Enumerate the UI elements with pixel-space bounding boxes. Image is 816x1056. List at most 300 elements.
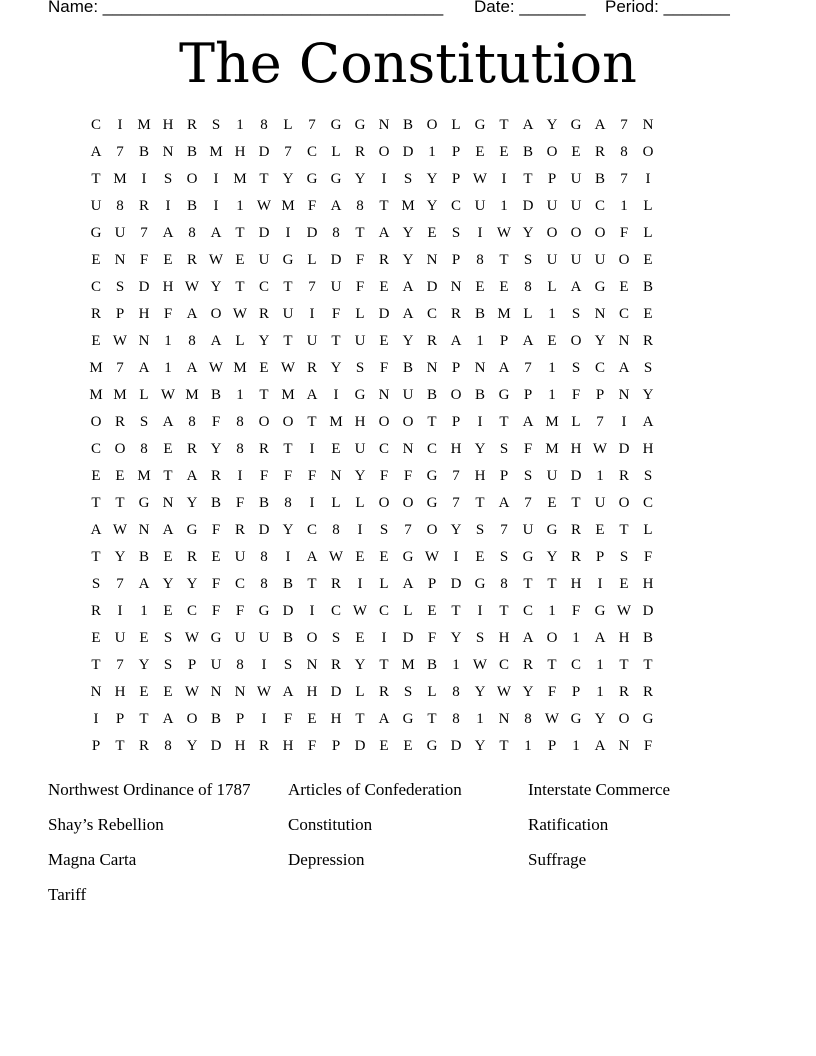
grid-letter[interactable]: M xyxy=(113,387,127,403)
grid-letter[interactable]: R xyxy=(378,684,389,700)
grid-letter[interactable]: R xyxy=(258,441,269,457)
grid-letter[interactable]: W xyxy=(472,657,488,673)
grid-letter[interactable]: D xyxy=(282,603,294,619)
grid-letter[interactable]: F xyxy=(379,360,389,376)
grid-letter[interactable]: H xyxy=(162,117,174,133)
grid-letter[interactable]: L xyxy=(451,117,461,133)
grid-letter[interactable]: T xyxy=(499,117,509,133)
grid-letter[interactable]: C xyxy=(90,279,101,295)
grid-letter[interactable]: A xyxy=(378,225,390,241)
grid-letter[interactable]: L xyxy=(643,522,653,538)
grid-letter[interactable]: A xyxy=(306,387,318,403)
grid-letter[interactable]: F xyxy=(523,441,533,457)
grid-letter[interactable]: E xyxy=(499,144,509,160)
grid-letter[interactable]: T xyxy=(355,225,365,241)
grid-letter[interactable]: B xyxy=(426,387,437,403)
grid-letter[interactable]: N xyxy=(642,117,654,133)
grid-letter[interactable]: H xyxy=(570,441,582,457)
grid-letter[interactable]: O xyxy=(378,414,390,430)
grid-letter[interactable]: Y xyxy=(162,576,174,592)
grid-letter[interactable]: T xyxy=(283,279,293,295)
grid-letter[interactable]: A xyxy=(522,414,534,430)
grid-letter[interactable]: G xyxy=(474,117,486,133)
grid-letter[interactable]: 8 xyxy=(524,711,532,727)
grid-letter[interactable]: S xyxy=(475,522,485,538)
grid-letter[interactable]: F xyxy=(643,549,653,565)
grid-letter[interactable]: P xyxy=(547,738,557,754)
grid-letter[interactable]: U xyxy=(546,468,558,484)
grid-letter[interactable]: F xyxy=(355,252,365,268)
grid-letter[interactable]: F xyxy=(283,468,293,484)
grid-letter[interactable]: E xyxy=(355,630,365,646)
grid-letter[interactable]: F xyxy=(259,468,269,484)
grid-letter[interactable]: N xyxy=(474,360,486,376)
grid-letter[interactable]: I xyxy=(477,225,483,241)
grid-letter[interactable]: E xyxy=(331,441,341,457)
grid-letter[interactable]: H xyxy=(450,441,462,457)
grid-letter[interactable]: C xyxy=(498,657,509,673)
grid-letter[interactable]: W xyxy=(328,549,344,565)
grid-letter[interactable]: U xyxy=(546,198,558,214)
grid-letter[interactable]: C xyxy=(378,603,389,619)
grid-letter[interactable]: E xyxy=(643,306,653,322)
grid-letter[interactable]: N xyxy=(426,252,438,268)
grid-letter[interactable]: 1 xyxy=(236,387,244,403)
grid-letter[interactable]: Y xyxy=(402,225,414,241)
grid-letter[interactable]: 7 xyxy=(620,171,628,187)
grid-letter[interactable]: L xyxy=(523,306,533,322)
grid-letter[interactable]: U xyxy=(570,252,582,268)
grid-letter[interactable]: 8 xyxy=(356,198,364,214)
grid-letter[interactable]: T xyxy=(499,603,509,619)
grid-letter[interactable]: T xyxy=(523,171,533,187)
grid-letter[interactable]: H xyxy=(138,306,150,322)
grid-letter[interactable]: N xyxy=(330,468,342,484)
grid-letter[interactable]: 1 xyxy=(236,117,244,133)
grid-letter[interactable]: A xyxy=(402,306,414,322)
grid-letter[interactable]: E xyxy=(475,144,485,160)
grid-letter[interactable]: B xyxy=(210,495,221,511)
grid-letter[interactable]: O xyxy=(450,387,462,403)
grid-letter[interactable]: U xyxy=(234,549,246,565)
grid-letter[interactable]: T xyxy=(379,198,389,214)
grid-letter[interactable]: F xyxy=(619,225,629,241)
grid-letter[interactable]: B xyxy=(282,630,293,646)
grid-letter[interactable]: Y xyxy=(474,738,486,754)
grid-letter[interactable]: 8 xyxy=(620,144,628,160)
grid-letter[interactable]: A xyxy=(162,225,174,241)
grid-letter[interactable]: O xyxy=(90,414,102,430)
grid-letter[interactable]: 7 xyxy=(308,279,316,295)
grid-letter[interactable]: G xyxy=(642,711,654,727)
grid-letter[interactable]: U xyxy=(234,630,246,646)
grid-letter[interactable]: R xyxy=(426,333,437,349)
grid-letter[interactable]: H xyxy=(330,711,342,727)
grid-letter[interactable]: A xyxy=(306,549,318,565)
grid-letter[interactable]: G xyxy=(546,522,558,538)
grid-letter[interactable]: T xyxy=(643,657,653,673)
grid-letter[interactable]: B xyxy=(402,117,413,133)
grid-letter[interactable]: F xyxy=(211,414,221,430)
grid-letter[interactable]: A xyxy=(186,360,198,376)
grid-letter[interactable]: R xyxy=(618,684,629,700)
grid-letter[interactable]: R xyxy=(642,684,653,700)
grid-letter[interactable]: R xyxy=(354,144,365,160)
grid-letter[interactable]: T xyxy=(523,576,533,592)
grid-letter[interactable]: L xyxy=(643,225,653,241)
grid-letter[interactable]: U xyxy=(474,198,486,214)
grid-letter[interactable]: G xyxy=(330,171,342,187)
grid-letter[interactable]: T xyxy=(547,657,557,673)
grid-letter[interactable]: W xyxy=(208,360,224,376)
grid-letter[interactable]: F xyxy=(571,387,581,403)
grid-letter[interactable]: N xyxy=(138,333,150,349)
grid-letter[interactable]: F xyxy=(331,306,341,322)
grid-letter[interactable]: L xyxy=(355,306,365,322)
grid-letter[interactable]: G xyxy=(306,171,318,187)
grid-letter[interactable]: Y xyxy=(426,171,438,187)
grid-letter[interactable]: 1 xyxy=(524,738,532,754)
grid-letter[interactable]: S xyxy=(331,630,341,646)
grid-letter[interactable]: N xyxy=(450,279,462,295)
grid-letter[interactable]: T xyxy=(139,711,149,727)
grid-letter[interactable]: 1 xyxy=(548,603,556,619)
grid-letter[interactable]: Y xyxy=(138,657,150,673)
grid-letter[interactable]: B xyxy=(642,630,653,646)
grid-letter[interactable]: 8 xyxy=(140,441,148,457)
grid-letter[interactable]: W xyxy=(592,441,608,457)
grid-letter[interactable]: W xyxy=(256,684,272,700)
grid-letter[interactable]: E xyxy=(475,549,485,565)
grid-letter[interactable]: 1 xyxy=(476,711,484,727)
grid-letter[interactable]: S xyxy=(163,630,173,646)
grid-letter[interactable]: S xyxy=(163,171,173,187)
grid-letter[interactable]: M xyxy=(113,171,127,187)
grid-letter[interactable]: Y xyxy=(546,549,558,565)
grid-letter[interactable]: U xyxy=(522,522,534,538)
grid-letter[interactable]: D xyxy=(642,603,654,619)
grid-letter[interactable]: Y xyxy=(642,387,654,403)
grid-letter[interactable]: O xyxy=(618,711,630,727)
grid-letter[interactable]: T xyxy=(307,414,317,430)
grid-letter[interactable]: T xyxy=(91,657,101,673)
grid-letter[interactable]: G xyxy=(522,549,534,565)
grid-letter[interactable]: E xyxy=(427,603,437,619)
grid-letter[interactable]: 1 xyxy=(500,198,508,214)
grid-letter[interactable]: I xyxy=(261,657,267,673)
grid-letter[interactable]: C xyxy=(450,198,461,214)
grid-letter[interactable]: F xyxy=(379,468,389,484)
grid-letter[interactable]: E xyxy=(163,252,173,268)
grid-letter[interactable]: A xyxy=(90,144,102,160)
grid-letter[interactable]: F xyxy=(571,603,581,619)
grid-letter[interactable]: B xyxy=(426,657,437,673)
grid-letter[interactable]: Y xyxy=(282,522,294,538)
grid-letter[interactable]: T xyxy=(235,279,245,295)
grid-letter[interactable]: M xyxy=(281,387,295,403)
grid-letter[interactable]: E xyxy=(163,441,173,457)
grid-letter[interactable]: T xyxy=(547,576,557,592)
grid-letter[interactable]: F xyxy=(283,711,293,727)
grid-letter[interactable]: R xyxy=(594,144,605,160)
grid-letter[interactable]: U xyxy=(570,171,582,187)
grid-letter[interactable]: I xyxy=(309,603,315,619)
grid-letter[interactable]: I xyxy=(165,198,171,214)
grid-letter[interactable]: F xyxy=(211,603,221,619)
grid-letter[interactable]: O xyxy=(570,225,582,241)
grid-letter[interactable]: E xyxy=(163,603,173,619)
grid-letter[interactable]: S xyxy=(499,441,509,457)
grid-letter[interactable]: U xyxy=(306,333,318,349)
grid-letter[interactable]: Y xyxy=(186,738,198,754)
grid-letter[interactable]: W xyxy=(232,306,248,322)
grid-letter[interactable]: S xyxy=(571,360,581,376)
grid-letter[interactable]: E xyxy=(427,225,437,241)
grid-letter[interactable]: 1 xyxy=(548,306,556,322)
grid-letter[interactable]: I xyxy=(309,306,315,322)
period-field[interactable]: Period: _______ xyxy=(605,0,730,16)
grid-letter[interactable]: F xyxy=(139,252,149,268)
grid-letter[interactable]: D xyxy=(402,630,414,646)
grid-letter[interactable]: A xyxy=(330,198,342,214)
grid-letter[interactable]: G xyxy=(426,738,438,754)
grid-letter[interactable]: 8 xyxy=(164,738,172,754)
grid-letter[interactable]: T xyxy=(427,711,437,727)
grid-letter[interactable]: A xyxy=(642,414,654,430)
grid-letter[interactable]: S xyxy=(91,576,101,592)
grid-letter[interactable]: O xyxy=(570,333,582,349)
grid-letter[interactable]: A xyxy=(186,468,198,484)
grid-letter[interactable]: C xyxy=(570,657,581,673)
grid-letter[interactable]: C xyxy=(234,576,245,592)
grid-letter[interactable]: F xyxy=(163,306,173,322)
grid-letter[interactable]: P xyxy=(331,738,341,754)
grid-letter[interactable]: H xyxy=(162,279,174,295)
grid-letter[interactable]: 8 xyxy=(116,198,124,214)
grid-letter[interactable]: B xyxy=(186,144,197,160)
grid-letter[interactable]: P xyxy=(115,306,125,322)
grid-letter[interactable]: T xyxy=(379,657,389,673)
grid-letter[interactable]: M xyxy=(137,117,151,133)
grid-letter[interactable]: F xyxy=(547,684,557,700)
grid-letter[interactable]: E xyxy=(547,495,557,511)
grid-letter[interactable]: P xyxy=(451,360,461,376)
grid-letter[interactable]: P xyxy=(451,252,461,268)
grid-letter[interactable]: R xyxy=(138,198,149,214)
grid-letter[interactable]: 8 xyxy=(452,684,460,700)
grid-letter[interactable]: 8 xyxy=(188,414,196,430)
grid-letter[interactable]: O xyxy=(378,144,390,160)
grid-letter[interactable]: D xyxy=(522,198,534,214)
grid-letter[interactable]: H xyxy=(354,414,366,430)
grid-letter[interactable]: 7 xyxy=(596,414,604,430)
grid-letter[interactable]: H xyxy=(618,630,630,646)
grid-letter[interactable]: T xyxy=(163,468,173,484)
grid-letter[interactable]: R xyxy=(258,738,269,754)
grid-letter[interactable]: A xyxy=(402,279,414,295)
grid-letter[interactable]: U xyxy=(114,225,126,241)
grid-letter[interactable]: E xyxy=(355,549,365,565)
grid-letter[interactable]: Y xyxy=(354,657,366,673)
grid-letter[interactable]: H xyxy=(234,144,246,160)
grid-letter[interactable]: U xyxy=(114,630,126,646)
grid-letter[interactable]: Y xyxy=(450,522,462,538)
grid-letter[interactable]: O xyxy=(210,306,222,322)
grid-letter[interactable]: Y xyxy=(594,711,606,727)
grid-letter[interactable]: S xyxy=(379,522,389,538)
grid-letter[interactable]: H xyxy=(114,684,126,700)
grid-letter[interactable]: W xyxy=(496,225,512,241)
grid-letter[interactable]: 8 xyxy=(452,711,460,727)
grid-letter[interactable]: W xyxy=(112,333,128,349)
grid-letter[interactable]: U xyxy=(330,279,342,295)
grid-letter[interactable]: I xyxy=(141,171,147,187)
grid-letter[interactable]: D xyxy=(330,252,342,268)
grid-letter[interactable]: R xyxy=(642,333,653,349)
grid-letter[interactable]: O xyxy=(378,495,390,511)
grid-letter[interactable]: N xyxy=(618,738,630,754)
grid-letter[interactable]: A xyxy=(402,576,414,592)
grid-letter[interactable]: 1 xyxy=(548,360,556,376)
grid-letter[interactable]: 1 xyxy=(452,657,460,673)
grid-letter[interactable]: S xyxy=(403,684,413,700)
grid-letter[interactable]: E xyxy=(547,333,557,349)
grid-letter[interactable]: T xyxy=(91,549,101,565)
grid-letter[interactable]: M xyxy=(329,414,343,430)
grid-letter[interactable]: S xyxy=(523,468,533,484)
grid-letter[interactable]: G xyxy=(426,468,438,484)
grid-letter[interactable]: P xyxy=(499,468,509,484)
grid-letter[interactable]: D xyxy=(258,522,270,538)
grid-letter[interactable]: R xyxy=(450,306,461,322)
grid-letter[interactable]: A xyxy=(162,414,174,430)
grid-letter[interactable]: E xyxy=(619,279,629,295)
grid-letter[interactable]: L xyxy=(331,495,341,511)
grid-letter[interactable]: L xyxy=(307,252,317,268)
grid-letter[interactable]: L xyxy=(355,495,365,511)
grid-letter[interactable]: 7 xyxy=(116,576,124,592)
grid-letter[interactable]: U xyxy=(402,387,414,403)
grid-letter[interactable]: N xyxy=(162,495,174,511)
grid-letter[interactable]: Y xyxy=(210,441,222,457)
grid-letter[interactable]: S xyxy=(115,279,125,295)
grid-letter[interactable]: O xyxy=(618,252,630,268)
grid-letter[interactable]: Y xyxy=(474,441,486,457)
grid-letter[interactable]: Y xyxy=(258,333,270,349)
grid-letter[interactable]: S xyxy=(475,630,485,646)
grid-letter[interactable]: A xyxy=(186,306,198,322)
grid-letter[interactable]: Y xyxy=(282,171,294,187)
grid-letter[interactable]: M xyxy=(545,441,559,457)
grid-letter[interactable]: O xyxy=(186,171,198,187)
grid-letter[interactable]: 1 xyxy=(164,333,172,349)
grid-letter[interactable]: I xyxy=(381,630,387,646)
grid-letter[interactable]: O xyxy=(402,414,414,430)
grid-letter[interactable]: L xyxy=(547,279,557,295)
grid-letter[interactable]: A xyxy=(594,117,606,133)
grid-letter[interactable]: P xyxy=(595,549,605,565)
grid-letter[interactable]: 8 xyxy=(260,576,268,592)
grid-letter[interactable]: P xyxy=(115,711,125,727)
grid-letter[interactable]: I xyxy=(501,171,507,187)
grid-letter[interactable]: C xyxy=(426,441,437,457)
grid-letter[interactable]: N xyxy=(498,711,510,727)
grid-letter[interactable]: G xyxy=(282,252,294,268)
grid-letter[interactable]: E xyxy=(211,549,221,565)
grid-letter[interactable]: R xyxy=(618,468,629,484)
grid-letter[interactable]: A xyxy=(594,630,606,646)
grid-letter[interactable]: M xyxy=(185,387,199,403)
grid-letter[interactable]: N xyxy=(138,522,150,538)
grid-letter[interactable]: S xyxy=(355,360,365,376)
grid-letter[interactable]: O xyxy=(426,117,438,133)
grid-letter[interactable]: D xyxy=(378,306,390,322)
grid-letter[interactable]: M xyxy=(233,171,247,187)
grid-letter[interactable]: G xyxy=(330,117,342,133)
grid-letter[interactable]: E xyxy=(235,252,245,268)
grid-letter[interactable]: B xyxy=(282,576,293,592)
grid-letter[interactable]: C xyxy=(618,306,629,322)
grid-letter[interactable]: B xyxy=(186,198,197,214)
grid-letter[interactable]: T xyxy=(331,333,341,349)
grid-letter[interactable]: L xyxy=(355,684,365,700)
grid-letter[interactable]: G xyxy=(186,522,198,538)
grid-letter[interactable]: N xyxy=(210,684,222,700)
grid-letter[interactable]: E xyxy=(619,576,629,592)
grid-letter[interactable]: O xyxy=(426,522,438,538)
grid-letter[interactable]: Y xyxy=(450,630,462,646)
grid-letter[interactable]: N xyxy=(90,684,102,700)
grid-letter[interactable]: P xyxy=(547,171,557,187)
grid-letter[interactable]: S xyxy=(643,468,653,484)
grid-letter[interactable]: S xyxy=(403,171,413,187)
grid-letter[interactable]: C xyxy=(186,603,197,619)
grid-letter[interactable]: C xyxy=(378,441,389,457)
grid-letter[interactable]: Y xyxy=(114,549,126,565)
grid-letter[interactable]: I xyxy=(357,522,363,538)
grid-letter[interactable]: T xyxy=(283,441,293,457)
grid-letter[interactable]: 1 xyxy=(620,198,628,214)
grid-letter[interactable]: D xyxy=(570,468,582,484)
grid-letter[interactable]: 1 xyxy=(596,468,604,484)
grid-letter[interactable]: S xyxy=(451,225,461,241)
grid-letter[interactable]: E xyxy=(403,738,413,754)
grid-letter[interactable]: N xyxy=(378,117,390,133)
grid-letter[interactable]: 8 xyxy=(332,522,340,538)
grid-letter[interactable]: L xyxy=(139,387,149,403)
grid-letter[interactable]: R xyxy=(570,549,581,565)
grid-letter[interactable]: Y xyxy=(402,333,414,349)
grid-letter[interactable]: P xyxy=(427,576,437,592)
grid-letter[interactable]: F xyxy=(307,738,317,754)
grid-letter[interactable]: 1 xyxy=(596,684,604,700)
grid-letter[interactable]: E xyxy=(91,468,101,484)
grid-letter[interactable]: I xyxy=(477,414,483,430)
grid-letter[interactable]: G xyxy=(594,603,606,619)
grid-letter[interactable]: I xyxy=(117,603,123,619)
grid-letter[interactable]: E xyxy=(91,252,101,268)
grid-letter[interactable]: P xyxy=(499,333,509,349)
grid-letter[interactable]: E xyxy=(643,252,653,268)
grid-letter[interactable]: I xyxy=(117,117,123,133)
grid-letter[interactable]: A xyxy=(570,279,582,295)
grid-letter[interactable]: B xyxy=(138,144,149,160)
grid-letter[interactable]: H xyxy=(570,576,582,592)
grid-letter[interactable]: Y xyxy=(426,198,438,214)
grid-letter[interactable]: E xyxy=(163,549,173,565)
grid-letter[interactable]: Y xyxy=(330,360,342,376)
grid-letter[interactable]: A xyxy=(594,738,606,754)
